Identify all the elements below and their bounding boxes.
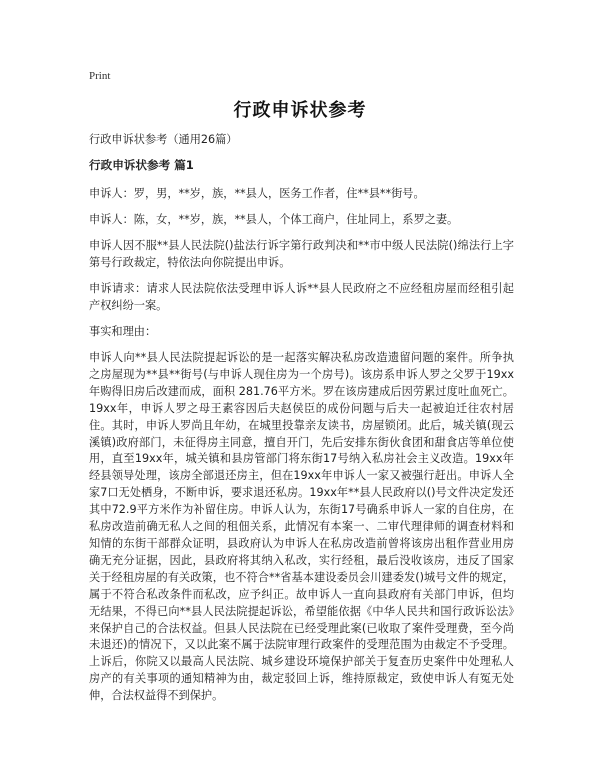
statement-paragraph: 申诉人因不服**县人民法院()盐法行诉字第行政判决和**市中级人民法院()绵法行上字第号行政裁定，特依法向你院提出申诉。 xyxy=(89,239,514,269)
print-link[interactable]: Print xyxy=(89,70,111,82)
request-paragraph: 申诉请求：请求人民法院依法受理申诉人诉**县人民政府之不应经租房屋而经租引起产权纠纷一案。 xyxy=(89,282,514,312)
appellant-paragraph-1: 申诉人：罗，男，**岁，族，**县人，医务工作者，住**县**街号。 xyxy=(89,187,425,200)
section-heading: 行政申诉状参考 篇1 xyxy=(89,158,194,172)
document-body xyxy=(89,131,514,705)
facts-paragraph: 申诉人向**县人民法院提起诉讼的是一起落实解决私房改造遗留问题的案件。所争执之房屋现为**县**街号(与申诉人现住房为一个房号)。该房系申诉人罗之父罗于19xx年购得旧房后改建而成，面积 281.76平方米。罗在该房建成后因劳累过度吐血死亡。19xx年，申诉人罗之母王素容因后夫赵侯臣的成份问题与后夫一起被迫迁往农村居住。其时，申诉人罗尚且年幼，在城里投靠亲友读书，房屋锁闭。此后，城关镇(现云溪镇)政府部门，未征得房主同意，擅自开门，先后安排东街伙食团和甜食店等单位使用，直至19xx年，城关镇和县房管部门将东街17号纳入私房社会主义改造。19xx年经县领导处理，该房全部退还房主，但在19xx年申诉人一家又被强行赶出。申诉人全家7口无处栖身，不断申诉，要求退还私房。19xx年**县人民政府以()号文件决定发还其中72.9平方米作为补留住房。申诉人认为，东街17号确系申诉人一家的自住房，在私房改造前确无私人之间的租佃关系，此情况有本案一、二审代理律师的调查材料和知情的东街干部群众证明，县政府认为申诉人在私房改造前曾将该房出租作营业用房确无充分证据，因此，县政府将其纳入私改，实行经租，最后没收该房，违反了国家关于经租房屋的有关政策，也不符合**省基本建设委员会川建委发()城号文件的规定，属于不符合私改条件而私改，应予纠正。故申诉人一直向县政府有关部门申诉，但均无结果，不得已向**县人民法院提起诉讼，希望能依据《中华人民共和国行政诉讼法》来保护自己的合法权益。但县人民法院在已经受理此案(已收取了案件受理费，至今尚未退还)的情况下，又以此案不属于法院审理行政案件的受理范围为由裁定不予受理。上诉后，你院又以最高人民法院、城乡建设环境保护部关于复查历史案件中处理私人房产的有关事项的通知精神为由，裁定驳回上诉，维持原裁定，致使申诉人有冤无处伸，合法权益得不到保护。 xyxy=(89,351,514,703)
document-subtitle: 行政申诉状参考（通用26篇） xyxy=(89,133,238,146)
appellant-paragraph-2: 申诉人：陈，女，**岁，族，**县人，个体工商户，住址同上，系罗之妻。 xyxy=(89,213,459,226)
document-title: 行政申诉状参考 xyxy=(233,100,367,121)
facts-heading: 事实和理由： xyxy=(89,325,157,338)
